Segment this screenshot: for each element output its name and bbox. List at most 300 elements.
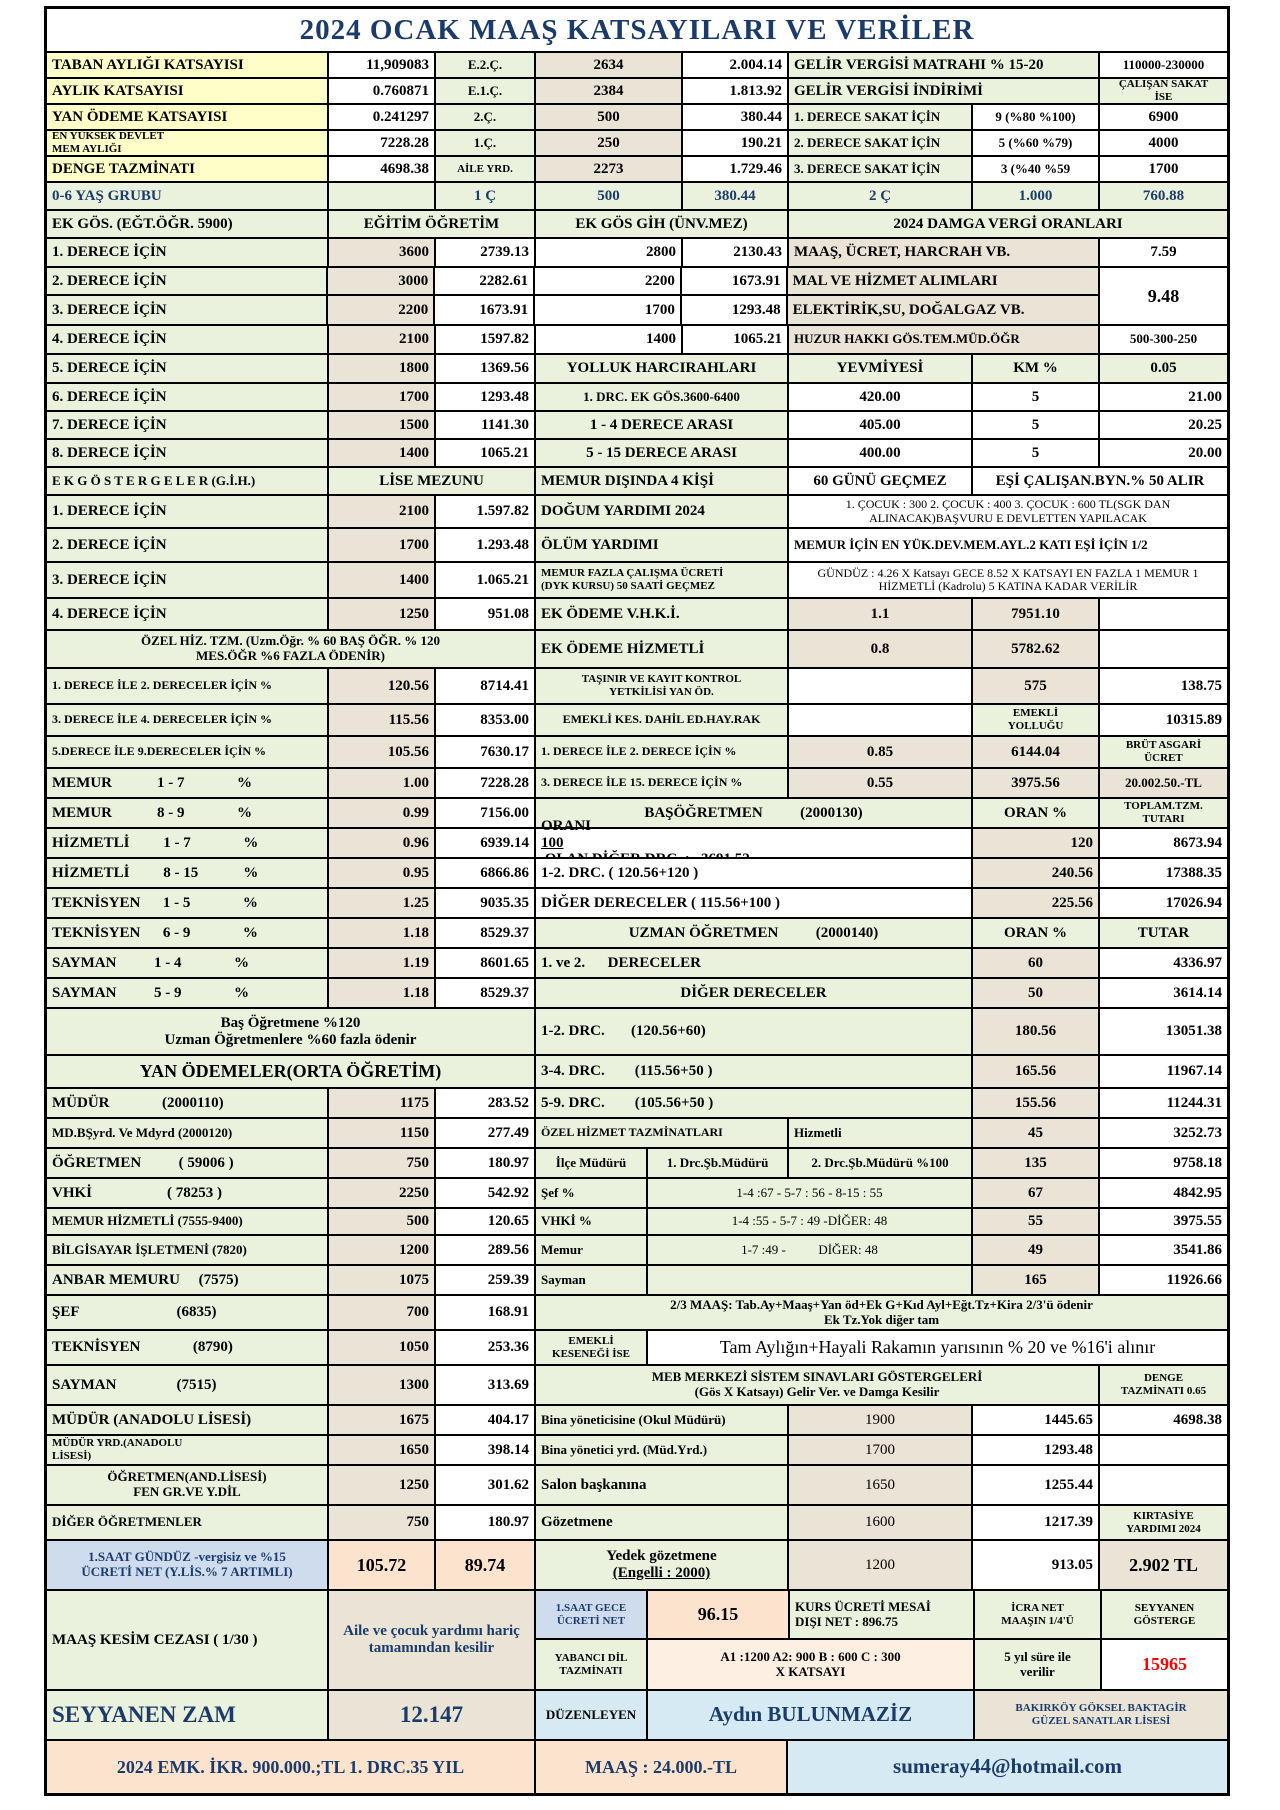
table-cell: 283.52 — [436, 1089, 536, 1117]
table-cell: 11967.14 — [1100, 1056, 1227, 1087]
table-cell: HİZMETLİ 8 - 15 % — [47, 859, 329, 887]
table-cell: ŞEF (6835) — [47, 1296, 329, 1329]
table-cell: 542.92 — [436, 1179, 536, 1207]
table-cell: Hizmetli — [789, 1119, 973, 1147]
table-cell: 11,909083 — [329, 53, 436, 77]
table-cell: SAYMAN 5 - 9 % — [47, 979, 329, 1007]
table-cell: 289.56 — [436, 1236, 536, 1264]
table-cell: 5 — [973, 440, 1100, 466]
table-row — [47, 1179, 1227, 1209]
table-cell: DENGE TAZMİNATI — [47, 157, 329, 181]
table-cell: DİĞER ÖĞRETMENLER — [47, 1506, 329, 1539]
table-cell — [789, 669, 973, 703]
table-row — [47, 1541, 1227, 1591]
table-cell: 2024 DAMGA VERGİ ORANLARI — [789, 211, 1227, 237]
table-cell: 1.SAAT GÜNDÜZ -vergisiz ve %15 ÜCRETİ NET (Y.LİS.% 7 ARTIMLI) — [47, 1541, 329, 1589]
table-cell: 1400 — [329, 440, 436, 466]
table-cell: 2024 EMK. İKR. 900.000.;TL 1. DRC.35 YIL — [47, 1741, 536, 1793]
table-cell: 1675 — [329, 1406, 436, 1434]
table-cell: Salon başkanına — [536, 1466, 789, 1504]
table-cell: 404.17 — [436, 1406, 536, 1434]
table-row — [47, 355, 1227, 384]
table-row — [47, 949, 1227, 979]
table-cell: 760.88 — [1100, 183, 1227, 209]
table-row — [47, 1266, 1227, 1296]
table-cell: 1300 — [329, 1366, 436, 1404]
table-cell: 913.05 — [973, 1541, 1100, 1589]
table-cell: 7156.00 — [436, 799, 536, 827]
table-cell: 1.25 — [329, 889, 436, 917]
table-row — [47, 817, 1227, 859]
table-cell: EMEKLİ YOLLUĞU — [973, 705, 1100, 735]
table-cell: 1-2. DRC. (120.56+60) — [536, 1009, 973, 1054]
table-cell: 1. ÇOCUK : 300 2. ÇOCUK : 400 3. ÇOCUK : 600 TL(SGK DAN ALINACAK)BAŞVURU E DEVLETTEN YAPILACAK — [789, 496, 1227, 527]
table-cell: 0-6 YAŞ GRUBU — [47, 183, 329, 209]
table-cell: 951.08 — [436, 599, 536, 629]
table-cell — [1100, 631, 1227, 667]
table-cell: TAŞINIR VE KAYIT KONTROL YETKİLİSİ YAN ÖD. — [536, 669, 789, 703]
table-cell: 1-4 :55 - 5-7 : 49 -DİĞER: 48 — [648, 1209, 973, 1234]
salary-table — [44, 6, 1230, 1796]
table-row — [47, 705, 1227, 737]
table-cell: 1250 — [329, 1466, 436, 1504]
table-row — [47, 183, 1227, 211]
table-cell: 67 — [973, 1179, 1100, 1207]
table-cell: 313.69 — [436, 1366, 536, 1404]
table-cell: MEMUR FAZLA ÇALIŞMA ÜCRETİ (DYK KURSU) 50 SAATİ GEÇMEZ — [536, 563, 789, 597]
table-cell: 20.002.50.-TL — [1100, 769, 1227, 797]
table-cell: Bina yöneticisine (Okul Müdürü) — [536, 1406, 789, 1434]
table-cell: ELEKTİRİK,SU, DOĞALGAZ VB. — [788, 296, 1098, 324]
table-cell — [536, 1591, 1227, 1689]
table-cell — [789, 705, 973, 735]
table-cell: 180.97 — [436, 1149, 536, 1177]
table-cell: 277.49 — [436, 1119, 536, 1147]
table-cell: 2. DERECE İÇİN — [47, 529, 329, 561]
table-cell: 5 - 15 DERECE ARASI — [536, 440, 789, 466]
table-cell: ÖZEL HİZ. TZM. (Uzm.Öğr. % 60 BAŞ ÖĞR. % 120 MES.ÖĞR %6 FAZLA ÖDENİR) — [47, 631, 536, 667]
table-cell: HUZUR HAKKI GÖS.TEM.MÜD.ÖĞR — [789, 326, 1100, 353]
table-row — [47, 1331, 1227, 1366]
table-cell: 3000 — [328, 268, 435, 294]
table-cell: 2. Drc.Şb.Müdürü %100 — [789, 1149, 973, 1177]
table-cell: SEYYANEN ZAM — [47, 1691, 329, 1739]
table-cell: 2384 — [536, 79, 683, 103]
table-row — [47, 131, 1227, 157]
table-row — [47, 1119, 1227, 1149]
table-cell: 1050 — [329, 1331, 436, 1364]
table-cell: TEKNİSYEN 1 - 5 % — [47, 889, 329, 917]
table-cell: 17388.35 — [1100, 859, 1227, 887]
table-cell: ÖLÜM YARDIMI — [536, 529, 789, 561]
table-cell: 380.44 — [683, 105, 789, 129]
table-cell: 250 — [536, 131, 683, 155]
table-cell: 3. DERECE İLE 15. DERECE İÇİN % — [536, 769, 789, 797]
table-cell: 8529.37 — [436, 979, 536, 1007]
table-cell: SEYYANEN GÖSTERGE — [1102, 1591, 1227, 1638]
table-row — [47, 1149, 1227, 1179]
table-cell: 120.65 — [436, 1209, 536, 1234]
table-cell: 5782.62 — [973, 631, 1100, 667]
table-cell: 1. DERECE İLE 2. DERECELER İÇİN % — [47, 669, 329, 703]
table-cell: ÖZEL HİZMET TAZMİNATLARI — [536, 1119, 789, 1147]
table-cell: DÜZENLEYEN — [536, 1691, 648, 1739]
table-cell: 2.004.14 — [683, 53, 789, 77]
table-cell: A1 :1200 A2: 900 B : 600 C : 300 X KATSAYI — [648, 1640, 975, 1689]
table-cell: 1400 — [536, 326, 683, 353]
table-cell: 3. DERECE İÇİN — [47, 296, 328, 324]
table-cell: 12.147 — [329, 1691, 536, 1739]
table-cell: 5 — [973, 384, 1100, 410]
table-cell: 500 — [329, 1209, 436, 1234]
table-row — [47, 1009, 1227, 1056]
table-cell: SAYMAN (7515) — [47, 1366, 329, 1404]
table-cell: MEB MERKEZİ SİSTEM SINAVLARI GÖSTERGELERİ (Gös X Katsayı) Gelir Ver. ve Damga Kesilir — [536, 1366, 1100, 1404]
table-cell: 1141.30 — [436, 412, 536, 438]
table-cell: 6866.86 — [436, 859, 536, 887]
table-cell: EK GÖS GİH (ÜNV.MEZ) — [536, 211, 789, 237]
table-body — [47, 53, 1227, 1793]
table-cell: 8673.94 — [1100, 829, 1227, 857]
table-cell: 1597.82 — [436, 326, 536, 353]
table-cell: 45 — [973, 1119, 1100, 1147]
table-cell: 1-7 :49 - DİĞER: 48 — [648, 1236, 973, 1264]
table-cell: BRÜT ASGARİ ÜCRET — [1100, 737, 1227, 767]
table-cell: ÖĞRETMEN ( 59006 ) — [47, 1149, 329, 1177]
table-cell: DENGE TAZMİNATI 0.65 — [1100, 1366, 1227, 1404]
table-row — [47, 1591, 1227, 1691]
table-cell: MAAŞ KESİM CEZASI ( 1/30 ) — [47, 1591, 329, 1689]
table-cell: sumeray44@hotmail.com — [788, 1741, 1227, 1793]
title-row — [47, 9, 1227, 53]
table-cell: 9 (%80 %100) — [973, 105, 1100, 129]
table-row — [47, 105, 1227, 131]
table-cell: EĞİTİM ÖĞRETİM — [329, 211, 536, 237]
table-cell: MÜDÜR (2000110) — [47, 1089, 329, 1117]
table-cell: 1. ve 2. DERECELER — [536, 949, 973, 977]
table-cell: 155.56 — [973, 1089, 1100, 1117]
table-cell: 180.97 — [436, 1506, 536, 1539]
table-cell: 17026.94 — [1100, 889, 1227, 917]
table-cell: TOPLAM.TZM. TUTARI — [1100, 799, 1227, 827]
table-cell: 9.48 — [1100, 268, 1227, 324]
table-cell: 0.85 — [789, 737, 973, 767]
table-cell: ÇALIŞAN SAKAT İSE — [1100, 79, 1227, 103]
table-cell: 8529.37 — [436, 919, 536, 947]
table-cell: 1600 — [789, 1506, 973, 1539]
table-cell: 240.56 — [973, 859, 1100, 887]
table-cell: 8. DERECE İÇİN — [47, 440, 329, 466]
table-cell: 8601.65 — [436, 949, 536, 977]
table-cell: 15965 — [1102, 1640, 1227, 1689]
table-cell: 9758.18 — [1100, 1149, 1227, 1177]
table-cell: 49 — [973, 1236, 1100, 1264]
table-row — [47, 919, 1227, 949]
table-cell: YEVMİYESİ — [789, 355, 973, 382]
table-row — [47, 1056, 1227, 1089]
table-cell: 7228.28 — [436, 769, 536, 797]
table-row — [47, 1366, 1227, 1406]
table-row — [536, 1640, 1227, 1689]
table-row — [47, 326, 1227, 355]
table-cell: 55 — [973, 1209, 1100, 1234]
table-cell: 0.96 — [329, 829, 436, 857]
table-cell: BAŞÖĞRETMEN (2000130) — [536, 799, 973, 827]
table-row — [536, 1591, 1227, 1640]
table-cell: 3 (%40 %59 — [973, 157, 1100, 181]
table-cell: 1.1 — [789, 599, 973, 629]
page-title: 2024 OCAK MAAŞ KATSAYILARI VE VERİLER — [47, 9, 1227, 51]
table-cell: 750 — [329, 1149, 436, 1177]
table-cell: DOĞUM YARDIMI 2024 — [536, 496, 789, 527]
table-cell: 2.Ç. — [436, 105, 536, 129]
table-cell: UZMAN ÖĞRETMEN (2000140) — [536, 919, 973, 947]
table-cell: DİĞER DERECELER — [536, 979, 973, 1007]
table-cell: 60 — [973, 949, 1100, 977]
table-cell: 1700 — [329, 384, 436, 410]
table-cell: BAKIRKÖY GÖKSEL BAKTAGİR GÜZEL SANATLAR LİSESİ — [975, 1691, 1227, 1739]
table-cell: 1500 — [329, 412, 436, 438]
table-cell: 1. DERECE İÇİN — [47, 496, 329, 527]
table-cell: 120 — [973, 829, 1100, 857]
table-cell: 2130.43 — [683, 239, 789, 266]
table-cell: 3541.86 — [1100, 1236, 1227, 1264]
table-row — [47, 1436, 1227, 1466]
table-cell: 1. Drc.Şb.Müdürü — [648, 1149, 789, 1177]
table-cell: 96.15 — [648, 1591, 790, 1638]
table-cell: 405.00 — [789, 412, 973, 438]
table-cell: Tam Aylığın+Hayali Rakamın yarısının % 20 ve %16'i alınır — [648, 1331, 1227, 1364]
table-cell: 6900 — [1100, 105, 1227, 129]
table-row — [47, 211, 1227, 239]
table-cell: 1200 — [329, 1236, 436, 1264]
table-cell: İCRA NET MAAŞIN 1/4'Ü — [975, 1591, 1102, 1638]
table-cell: 1.18 — [329, 979, 436, 1007]
table-row — [47, 529, 1227, 563]
table-cell: 3-4. DRC. (115.56+50 ) — [536, 1056, 973, 1087]
table-cell: 3975.56 — [973, 769, 1100, 797]
table-cell: 1445.65 — [973, 1406, 1100, 1434]
table-row — [47, 599, 1227, 631]
table-cell — [329, 183, 436, 209]
table-row — [47, 440, 1227, 468]
table-cell: 1.00 — [329, 769, 436, 797]
table-cell: 3252.73 — [1100, 1119, 1227, 1147]
table-cell: MEMUR İÇİN EN YÜK.DEV.MEM.AYL.2 KATI EŞİ İÇİN 1/2 — [789, 529, 1227, 561]
table-row — [47, 1089, 1227, 1119]
table-cell: 180.56 — [973, 1009, 1100, 1054]
table-cell: 2200 — [328, 296, 435, 324]
table-cell: 4842.95 — [1100, 1179, 1227, 1207]
table-cell: VHKİ % — [536, 1209, 648, 1234]
table-cell: 165.56 — [973, 1056, 1100, 1087]
table-cell: 2800 — [536, 239, 683, 266]
table-cell: ORANI 100 — [536, 829, 973, 857]
table-cell: MAL VE HİZMET ALIMLARI — [788, 268, 1098, 294]
table-cell: 3614.14 — [1100, 979, 1227, 1007]
table-row — [47, 157, 1227, 183]
table-cell: 1800 — [329, 355, 436, 382]
table-cell: HİZMETLİ 1 - 7 % — [47, 829, 329, 857]
table-cell: 1.729.46 — [683, 157, 789, 181]
table-cell: AİLE YRD. — [436, 157, 536, 181]
table-cell: 2100 — [329, 326, 436, 353]
table-cell: 7951.10 — [973, 599, 1100, 629]
table-cell: 2739.13 — [436, 239, 536, 266]
table-cell: 1 Ç — [436, 183, 536, 209]
table-cell: 0.99 — [329, 799, 436, 827]
table-cell: 1.SAAT GECE ÜCRETİ NET — [536, 1591, 648, 1638]
table-cell: TUTAR — [1100, 919, 1227, 947]
table-cell: 4. DERECE İÇİN — [47, 599, 329, 629]
table-cell — [47, 268, 1100, 324]
table-cell: KIRTASİYE YARDIMI 2024 — [1100, 1506, 1227, 1539]
table-cell: 2200 — [535, 268, 682, 294]
table-cell: 1650 — [329, 1436, 436, 1464]
table-cell: 2250 — [329, 1179, 436, 1207]
table-cell: 5 — [973, 412, 1100, 438]
table-cell: 0.95 — [329, 859, 436, 887]
table-cell: 20.25 — [1100, 412, 1227, 438]
table-cell: 2634 — [536, 53, 683, 77]
table-cell: ANBAR MEMURU (7575) — [47, 1266, 329, 1294]
table-cell: 1700 — [1100, 157, 1227, 181]
table-cell: 2. DERECE SAKAT İÇİN — [789, 131, 973, 155]
table-cell: 5.DERECE İLE 9.DERECELER İÇİN % — [47, 737, 329, 767]
table-cell: MAAŞ, ÜCRET, HARCRAH VB. — [789, 239, 1100, 266]
table-cell: 6939.14 — [436, 829, 536, 857]
table-cell: 1.Ç. — [436, 131, 536, 155]
table-cell: 301.62 — [436, 1466, 536, 1504]
table-row — [47, 239, 1227, 268]
table-cell: 2282.61 — [435, 268, 535, 294]
table-cell: 1-2. DRC. ( 120.56+120 ) — [536, 859, 973, 887]
table-cell: 400.00 — [789, 440, 973, 466]
table-cell: 1.18 — [329, 919, 436, 947]
table-cell: Aile ve çocuk yardımı hariç tamamından kesilir — [329, 1591, 536, 1689]
table-row — [47, 1209, 1227, 1236]
table-cell: 1. DERECE İÇİN — [47, 239, 329, 266]
table-cell: YOLLUK HARCIRAHLARI — [536, 355, 789, 382]
table-cell: Gözetmene — [536, 1506, 789, 1539]
table-cell: TABAN AYLIĞI KATSAYISI — [47, 53, 329, 77]
table-cell: Bina yönetici yrd. (Müd.Yrd.) — [536, 1436, 789, 1464]
table-cell: 500-300-250 — [1100, 326, 1227, 353]
table-cell: 11244.31 — [1100, 1089, 1227, 1117]
table-cell: 5. DERECE İÇİN — [47, 355, 329, 382]
table-cell: 1293.48 — [973, 1436, 1100, 1464]
table-cell: EMEKLİ KESENEĞİ İSE — [536, 1331, 648, 1364]
table-cell: EK ÖDEME V.H.K.İ. — [536, 599, 789, 629]
table-cell: 398.14 — [436, 1436, 536, 1464]
table-cell: 2.902 TL — [1100, 1541, 1227, 1589]
table-cell: 575 — [973, 669, 1100, 703]
table-cell: 10315.89 — [1100, 705, 1227, 735]
table-row — [47, 79, 1227, 105]
table-cell: 5 (%60 %79) — [973, 131, 1100, 155]
table-cell: 3. DERECE İÇİN — [47, 563, 329, 597]
table-cell: 168.91 — [436, 1296, 536, 1329]
table-row — [47, 468, 1227, 496]
table-row — [47, 1406, 1227, 1436]
table-cell: ÖĞRETMEN(AND.LİSESİ) FEN GR.VE Y.DİL — [47, 1466, 329, 1504]
table-cell: MÜDÜR YRD.(ANADOLU LİSESİ) — [47, 1436, 329, 1464]
table-cell: 9035.35 — [436, 889, 536, 917]
table-cell: 380.44 — [683, 183, 789, 209]
table-row — [47, 1236, 1227, 1266]
table-cell: 1.19 — [329, 949, 436, 977]
table-cell: 1293.48 — [436, 384, 536, 410]
table-cell: 11926.66 — [1100, 1266, 1227, 1294]
table-cell — [1100, 1466, 1227, 1504]
table-cell: EŞİ ÇALIŞAN.BYN.% 50 ALIR — [973, 468, 1227, 494]
table-row — [47, 563, 1227, 599]
table-cell: 20.00 — [1100, 440, 1227, 466]
table-cell: 3600 — [329, 239, 436, 266]
table-cell: MÜDÜR (ANADOLU LİSESİ) — [47, 1406, 329, 1434]
table-cell: 1-4 :67 - 5-7 : 56 - 8-15 : 55 — [648, 1179, 973, 1207]
table-cell: Sayman — [536, 1266, 648, 1294]
table-row — [47, 53, 1227, 79]
table-cell: 1.597.82 — [436, 496, 536, 527]
table-cell: 750 — [329, 1506, 436, 1539]
table-row — [47, 737, 1227, 769]
table-row — [47, 1296, 1227, 1331]
table-cell: 7.59 — [1100, 239, 1227, 266]
table-cell: 1255.44 — [973, 1466, 1100, 1504]
table-cell: EK GÖS. (EĞT.ÖĞR. 5900) — [47, 211, 329, 237]
table-cell: 4336.97 — [1100, 949, 1227, 977]
table-cell: 165 — [973, 1266, 1100, 1294]
table-cell: 1200 — [789, 1541, 973, 1589]
table-cell: 138.75 — [1100, 669, 1227, 703]
table-cell — [1100, 1436, 1227, 1464]
table-row — [47, 268, 1098, 296]
table-cell: 2273 — [536, 157, 683, 181]
table-cell: 1369.56 — [436, 355, 536, 382]
table-row — [47, 769, 1227, 799]
table-cell: MAAŞ : 24.000.-TL — [536, 1741, 788, 1793]
table-cell: Baş Öğretmene %120 Uzman Öğretmenlere %60 fazla ödenir — [47, 1009, 536, 1054]
table-cell: GÜNDÜZ : 4.26 X Katsayı GECE 8.52 X KATSAYI EN FAZLA 1 MEMUR 1 HİZMETLİ (Kadrolu) 5 KATINA KADAR VERİLİR — [789, 563, 1227, 597]
table-cell: VHKİ ( 78253 ) — [47, 1179, 329, 1207]
table-cell: YAN ÖDEMELER(ORTA ÖĞRETİM) — [47, 1056, 536, 1087]
table-cell: GELİR VERGİSİ MATRAHI % 15-20 — [789, 53, 1100, 77]
table-cell: TEKNİSYEN (8790) — [47, 1331, 329, 1364]
table-cell: 0.760871 — [329, 79, 436, 103]
table-cell: YABANCI DİL TAZMİNATI — [536, 1640, 648, 1689]
table-cell: 7228.28 — [329, 131, 436, 155]
table-cell: 3. DERECE İLE 4. DERECELER İÇİN % — [47, 705, 329, 735]
table-cell: İlçe Müdürü — [536, 1149, 648, 1177]
table-cell: 115.56 — [329, 705, 436, 735]
table-cell: 225.56 — [973, 889, 1100, 917]
table-cell: 2. DERECE İÇİN — [47, 268, 328, 294]
table-cell: 1.065.21 — [436, 563, 536, 597]
table-row — [47, 859, 1227, 889]
table-cell: GELİR VERGİSİ İNDİRİMİ — [789, 79, 1100, 103]
table-cell: 1900 — [789, 1406, 973, 1434]
table-cell: LİSE MEZUNU — [329, 468, 536, 494]
table-cell: 4000 — [1100, 131, 1227, 155]
table-cell: 1650 — [789, 1466, 973, 1504]
table-cell: 1293.48 — [682, 296, 788, 324]
table-cell: 1217.39 — [973, 1506, 1100, 1539]
table-cell: 0.241297 — [329, 105, 436, 129]
table-cell: 8353.00 — [436, 705, 536, 735]
table-cell: MEMUR HİZMETLİ (7555-9400) — [47, 1209, 329, 1234]
table-cell: 21.00 — [1100, 384, 1227, 410]
